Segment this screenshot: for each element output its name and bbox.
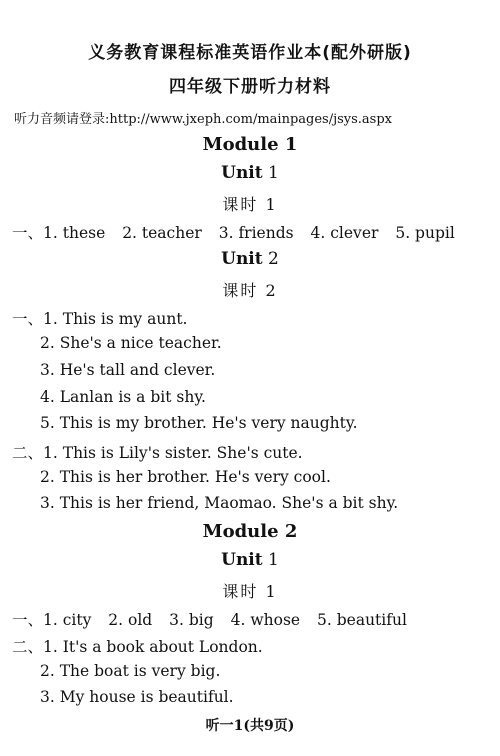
section-marker: 一、 (12, 224, 44, 242)
m1u2-section-1-item-2: 2. She's a nice teacher. (40, 334, 222, 352)
word-item: 3. friends (218, 224, 294, 242)
m1u1-section-1-word-list (12, 221, 455, 243)
word-item: 5. pupil (395, 224, 455, 242)
word-item: 2. teacher (122, 224, 202, 242)
unit-number: 2 (268, 249, 279, 269)
unit-number: 1 (268, 163, 279, 183)
sentence-text: 1. It's a book about London. (43, 638, 263, 656)
m1u2-section-1-item-4: 4. Lanlan is a bit shy. (40, 388, 206, 406)
word-item: 5. beautiful (317, 611, 407, 629)
section-marker: 二、 (12, 638, 44, 656)
word-item: 2. old (108, 611, 153, 629)
document-subtitle: 四年级下册听力材料 (169, 77, 331, 97)
m2u1-section-2-item-1 (12, 635, 263, 657)
m2u1-section-1-word-list (12, 608, 407, 630)
m1u2-section-2-item-1 (12, 441, 303, 463)
m2u1-section-2-item-3: 3. My house is beautiful. (40, 688, 234, 706)
module-2-unit-1-lesson: 课时 1 (222, 582, 278, 601)
sentence-text: 1. This is Lily's sister. She's cute. (43, 444, 303, 462)
section-marker: 二、 (12, 444, 44, 462)
module-1-unit-2-heading (0, 249, 500, 269)
audio-url-line: 听力音频请登录:http://www.jxeph.com/mainpages/jsys.aspx (14, 112, 393, 127)
module-1-unit-1-heading (0, 163, 500, 183)
word-item: 3. big (169, 611, 214, 629)
m1u2-section-2-item-2: 2. This is her brother. He's very cool. (40, 468, 331, 486)
module-1-unit-2-lesson: 课时 2 (222, 281, 278, 300)
module-1-heading: Module 1 (202, 134, 298, 155)
word-item: 1. city (43, 611, 92, 629)
sentence-text: 1. This is my aunt. (43, 310, 188, 328)
m2u1-section-2-item-2: 2. The boat is very big. (40, 662, 221, 680)
section-marker: 一、 (12, 611, 44, 629)
unit-word: Unit (221, 550, 263, 570)
module-1-unit-1-lesson: 课时 1 (222, 195, 278, 214)
unit-word: Unit (221, 249, 263, 269)
word-item: 1. these (43, 224, 106, 242)
section-marker: 一、 (12, 310, 44, 328)
m1u2-section-1-item-5: 5. This is my brother. He's very naughty. (40, 414, 358, 432)
word-item: 4. clever (310, 224, 379, 242)
module-2-heading: Module 2 (202, 521, 298, 542)
unit-number: 1 (268, 550, 279, 570)
m1u2-section-1-item-3: 3. He's tall and clever. (40, 361, 216, 379)
module-2-unit-1-heading (0, 550, 500, 570)
m1u2-section-2-item-3: 3. This is her friend, Maomao. She's a bit shy. (40, 494, 399, 512)
document-title: 义务教育课程标准英语作业本(配外研版) (88, 43, 412, 63)
word-item: 4. whose (230, 611, 301, 629)
page-number-footer: 听一1(共9页) (205, 718, 295, 734)
unit-word: Unit (221, 163, 263, 183)
m1u2-section-1-item-1 (12, 307, 187, 329)
